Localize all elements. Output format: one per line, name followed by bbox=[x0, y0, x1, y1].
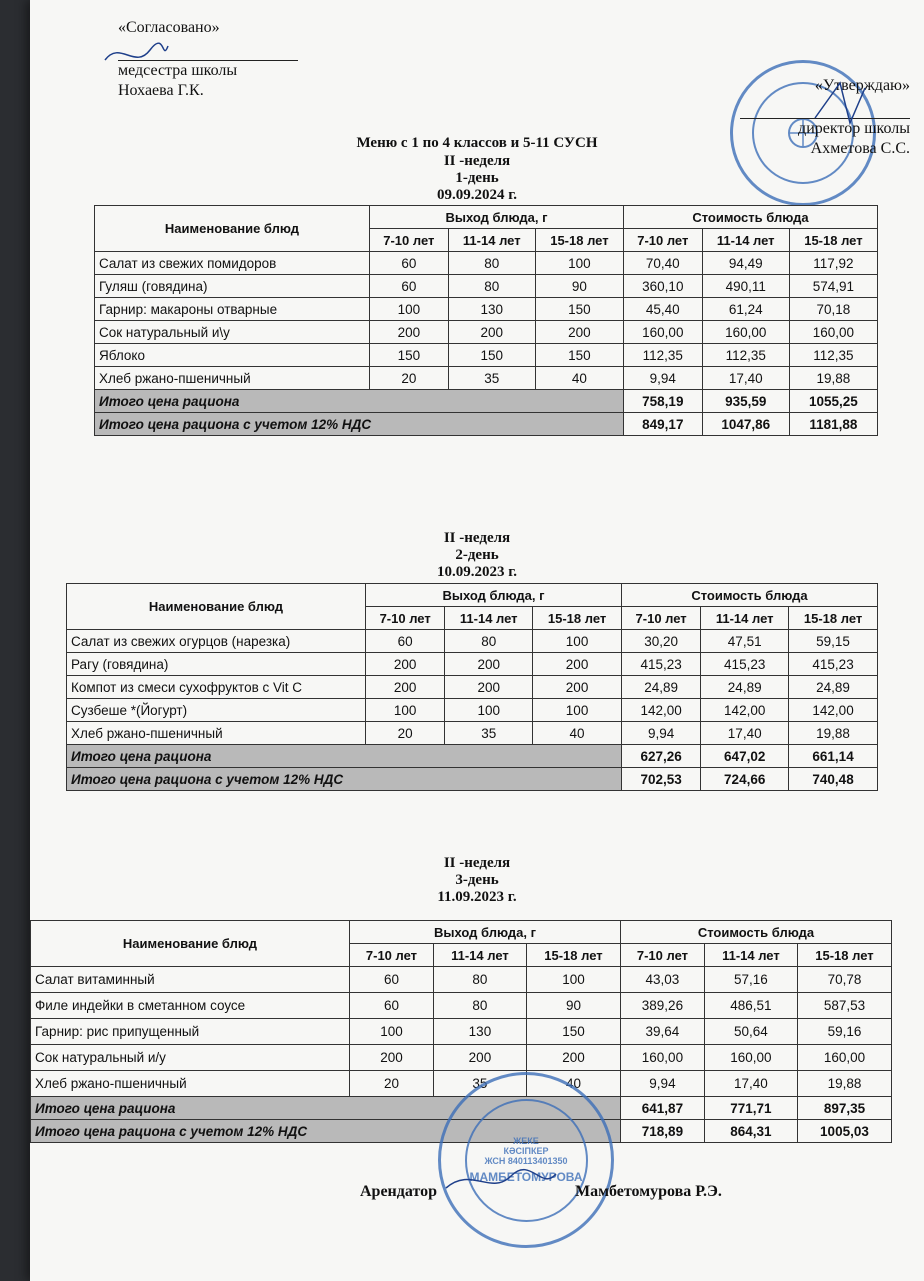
cost-1: 160,00 bbox=[623, 321, 702, 344]
col-age1: 7-10 лет bbox=[366, 607, 445, 630]
col-cost-age3: 15-18 лет bbox=[797, 944, 891, 967]
cost-3: 70,18 bbox=[789, 298, 877, 321]
yield-2: 35 bbox=[433, 1071, 526, 1097]
total-label: Итого цена рациона bbox=[31, 1097, 621, 1120]
col-age2: 11-14 лет bbox=[445, 607, 533, 630]
day3-date: 11.09.2023 г. bbox=[437, 889, 517, 905]
col-cost-header: Стоимость блюда bbox=[620, 921, 891, 944]
table-row bbox=[31, 1019, 892, 1045]
medsister-signature-icon bbox=[100, 40, 170, 70]
dish-name: Компот из смеси сухофруктов с Vit C bbox=[67, 676, 366, 699]
table-row bbox=[67, 630, 878, 653]
col-age3: 15-18 лет bbox=[533, 607, 622, 630]
yield-1: 20 bbox=[366, 722, 445, 745]
col-name-header: Наименование блюд bbox=[95, 206, 370, 252]
agreed-name: Нохаева Г.К. bbox=[118, 82, 204, 99]
cost-3: 574,91 bbox=[789, 275, 877, 298]
approve-name: Ахметова С.С. bbox=[810, 140, 910, 157]
yield-2: 130 bbox=[433, 1019, 526, 1045]
signature-space bbox=[441, 1166, 571, 1201]
col-cost-age1: 7-10 лет bbox=[620, 944, 704, 967]
dish-name: Гуляш (говядина) bbox=[95, 275, 370, 298]
cost-2: 94,49 bbox=[702, 252, 789, 275]
vat-label: Итого цена рациона с учетом 12% НДС bbox=[31, 1120, 621, 1143]
dish-name: Хлеб ржано-пшеничный bbox=[31, 1071, 350, 1097]
seller-stamp-line2: КӘСІПКЕР bbox=[503, 1146, 549, 1156]
table-row bbox=[95, 344, 878, 367]
yield-3: 100 bbox=[533, 699, 622, 722]
col-age3: 15-18 лет bbox=[526, 944, 620, 967]
col-cost-age2: 11-14 лет bbox=[702, 229, 789, 252]
col-age1: 7-10 лет bbox=[370, 229, 449, 252]
total-cost-1: 758,19 bbox=[623, 390, 702, 413]
yield-1: 20 bbox=[370, 367, 449, 390]
seller-stamp-inner bbox=[465, 1099, 588, 1222]
yield-3: 200 bbox=[535, 321, 623, 344]
approve-label: «Утверждаю» bbox=[814, 77, 910, 94]
cost-3: 160,00 bbox=[789, 321, 877, 344]
yield-3: 200 bbox=[533, 653, 622, 676]
cost-2: 17,40 bbox=[704, 1071, 797, 1097]
cost-3: 59,15 bbox=[789, 630, 878, 653]
dish-name: Сузбеше *(Йогурт) bbox=[67, 699, 366, 722]
col-name-header: Наименование блюд bbox=[31, 921, 350, 967]
dish-name: Сок натуральный и/у bbox=[31, 1045, 350, 1071]
day1-date: 09.09.2024 г. bbox=[436, 187, 518, 203]
table-row bbox=[67, 722, 878, 745]
table-row bbox=[95, 367, 878, 390]
day1-week: II -неделя bbox=[443, 153, 511, 169]
cost-1: 24,89 bbox=[621, 676, 700, 699]
director-signature-icon bbox=[810, 78, 870, 128]
yield-3: 100 bbox=[535, 252, 623, 275]
vat-row bbox=[95, 413, 878, 436]
dish-name: Рагу (говядина) bbox=[67, 653, 366, 676]
col-cost-age2: 11-14 лет bbox=[704, 944, 797, 967]
table-row bbox=[31, 1045, 892, 1071]
yield-1: 100 bbox=[350, 1019, 434, 1045]
signature-icon bbox=[441, 1166, 561, 1196]
table-row bbox=[67, 653, 878, 676]
col-cost-age1: 7-10 лет bbox=[621, 607, 700, 630]
vat-cost-1: 849,17 bbox=[623, 413, 702, 436]
total-row bbox=[95, 390, 878, 413]
table-row bbox=[95, 321, 878, 344]
dish-name: Яблоко bbox=[95, 344, 370, 367]
day2-table bbox=[66, 583, 878, 791]
vat-cost-2: 724,66 bbox=[701, 768, 789, 791]
vat-cost-3: 1005,03 bbox=[797, 1120, 891, 1143]
dish-name: Салат из свежих огурцов (нарезка) bbox=[67, 630, 366, 653]
day2-day: 2-день bbox=[455, 547, 499, 563]
col-yield-header: Выход блюда, г bbox=[370, 206, 624, 229]
yield-3: 150 bbox=[535, 298, 623, 321]
total-cost-2: 935,59 bbox=[702, 390, 789, 413]
table-row bbox=[95, 252, 878, 275]
cost-1: 45,40 bbox=[623, 298, 702, 321]
cost-3: 142,00 bbox=[789, 699, 878, 722]
yield-1: 200 bbox=[366, 653, 445, 676]
yield-3: 100 bbox=[533, 630, 622, 653]
agreed-label: «Согласовано» bbox=[118, 19, 220, 36]
cost-3: 70,78 bbox=[797, 967, 891, 993]
col-yield-header: Выход блюда, г bbox=[366, 584, 622, 607]
col-cost-header: Стоимость блюда bbox=[621, 584, 877, 607]
total-label: Итого цена рациона bbox=[67, 745, 622, 768]
yield-1: 60 bbox=[370, 252, 449, 275]
cost-2: 486,51 bbox=[704, 993, 797, 1019]
cost-1: 39,64 bbox=[620, 1019, 704, 1045]
yield-2: 35 bbox=[448, 367, 535, 390]
footer-name: Мамбетомурова Р.Э. bbox=[575, 1183, 722, 1200]
col-name-header: Наименование блюд bbox=[67, 584, 366, 630]
yield-1: 60 bbox=[350, 993, 434, 1019]
table-row bbox=[31, 993, 892, 1019]
cost-2: 61,24 bbox=[702, 298, 789, 321]
yield-2: 150 bbox=[448, 344, 535, 367]
yield-1: 60 bbox=[350, 967, 434, 993]
cost-3: 112,35 bbox=[789, 344, 877, 367]
yield-2: 200 bbox=[448, 321, 535, 344]
cost-2: 415,23 bbox=[701, 653, 789, 676]
col-age3: 15-18 лет bbox=[535, 229, 623, 252]
cost-2: 490,11 bbox=[702, 275, 789, 298]
yield-2: 100 bbox=[445, 699, 533, 722]
cost-1: 70,40 bbox=[623, 252, 702, 275]
yield-3: 150 bbox=[535, 344, 623, 367]
yield-3: 200 bbox=[533, 676, 622, 699]
col-age2: 11-14 лет bbox=[448, 229, 535, 252]
yield-2: 80 bbox=[448, 252, 535, 275]
vat-label: Итого цена рациона с учетом 12% НДС bbox=[95, 413, 624, 436]
cost-1: 43,03 bbox=[620, 967, 704, 993]
cost-3: 415,23 bbox=[789, 653, 878, 676]
cost-1: 112,35 bbox=[623, 344, 702, 367]
cost-1: 160,00 bbox=[620, 1045, 704, 1071]
footer-role: Арендатор bbox=[360, 1183, 437, 1200]
col-cost-age3: 15-18 лет bbox=[789, 607, 878, 630]
day1-day: 1-день bbox=[455, 170, 499, 186]
yield-2: 200 bbox=[445, 676, 533, 699]
yield-1: 100 bbox=[370, 298, 449, 321]
yield-3: 100 bbox=[526, 967, 620, 993]
cost-1: 389,26 bbox=[620, 993, 704, 1019]
total-row bbox=[67, 745, 878, 768]
cost-2: 112,35 bbox=[702, 344, 789, 367]
dish-name: Салат витаминный bbox=[31, 967, 350, 993]
vat-row bbox=[67, 768, 878, 791]
cost-3: 59,16 bbox=[797, 1019, 891, 1045]
yield-3: 90 bbox=[535, 275, 623, 298]
yield-1: 100 bbox=[366, 699, 445, 722]
total-cost-2: 771,71 bbox=[704, 1097, 797, 1120]
yield-1: 60 bbox=[366, 630, 445, 653]
dish-name: Гарнир: рис припущенный bbox=[31, 1019, 350, 1045]
col-age2: 11-14 лет bbox=[433, 944, 526, 967]
agreed-position: медсестра школы bbox=[118, 62, 238, 79]
yield-3: 90 bbox=[526, 993, 620, 1019]
col-cost-header: Стоимость блюда bbox=[623, 206, 877, 229]
col-yield-header: Выход блюда, г bbox=[350, 921, 621, 944]
vat-label: Итого цена рациона с учетом 12% НДС bbox=[67, 768, 622, 791]
cost-3: 24,89 bbox=[789, 676, 878, 699]
table-row bbox=[31, 1071, 892, 1097]
cost-2: 24,89 bbox=[701, 676, 789, 699]
total-cost-1: 627,26 bbox=[621, 745, 700, 768]
cost-3: 19,88 bbox=[789, 722, 878, 745]
col-age1: 7-10 лет bbox=[350, 944, 434, 967]
dish-name: Хлеб ржано-пшеничный bbox=[95, 367, 370, 390]
yield-2: 80 bbox=[433, 967, 526, 993]
approve-position: директор школы bbox=[798, 120, 910, 137]
day2-date: 10.09.2023 г. bbox=[436, 564, 518, 580]
vat-cost-2: 864,31 bbox=[704, 1120, 797, 1143]
yield-3: 150 bbox=[526, 1019, 620, 1045]
cost-2: 17,40 bbox=[702, 367, 789, 390]
day2-week: II -неделя bbox=[443, 530, 511, 546]
vat-cost-2: 1047,86 bbox=[702, 413, 789, 436]
cost-1: 9,94 bbox=[620, 1071, 704, 1097]
vat-cost-1: 718,89 bbox=[620, 1120, 704, 1143]
cost-2: 50,64 bbox=[704, 1019, 797, 1045]
table-row bbox=[67, 699, 878, 722]
cost-3: 587,53 bbox=[797, 993, 891, 1019]
vat-cost-3: 1181,88 bbox=[789, 413, 877, 436]
yield-3: 200 bbox=[526, 1045, 620, 1071]
cost-3: 19,88 bbox=[797, 1071, 891, 1097]
cost-2: 57,16 bbox=[704, 967, 797, 993]
yield-1: 200 bbox=[366, 676, 445, 699]
yield-2: 200 bbox=[445, 653, 533, 676]
vat-cost-1: 702,53 bbox=[621, 768, 700, 791]
footer-signature bbox=[360, 1166, 722, 1201]
yield-3: 40 bbox=[526, 1071, 620, 1097]
dish-name: Сок натуральный и\у bbox=[95, 321, 370, 344]
seller-stamp-name: МАМБЕТОМУРОВА bbox=[469, 1170, 583, 1184]
cost-3: 19,88 bbox=[789, 367, 877, 390]
dish-name: Салат из свежих помидоров bbox=[95, 252, 370, 275]
cost-2: 142,00 bbox=[701, 699, 789, 722]
day1-table bbox=[94, 205, 878, 436]
cost-2: 160,00 bbox=[702, 321, 789, 344]
total-cost-3: 661,14 bbox=[789, 745, 878, 768]
dish-name: Гарнир: макароны отварные bbox=[95, 298, 370, 321]
cost-1: 415,23 bbox=[621, 653, 700, 676]
table-row bbox=[67, 676, 878, 699]
total-label: Итого цена рациона bbox=[95, 390, 624, 413]
dish-name: Филе индейки в сметанном соусе bbox=[31, 993, 350, 1019]
cost-1: 9,94 bbox=[621, 722, 700, 745]
table-row bbox=[95, 298, 878, 321]
total-cost-1: 641,87 bbox=[620, 1097, 704, 1120]
total-cost-2: 647,02 bbox=[701, 745, 789, 768]
cost-2: 160,00 bbox=[704, 1045, 797, 1071]
seller-stamp bbox=[438, 1072, 614, 1248]
yield-3: 40 bbox=[535, 367, 623, 390]
yield-2: 35 bbox=[445, 722, 533, 745]
menu-title: Меню с 1 по 4 классов и 5-11 СУСН bbox=[356, 135, 598, 151]
seller-stamp-line1: ЖЕКЕ bbox=[513, 1136, 539, 1146]
yield-1: 150 bbox=[370, 344, 449, 367]
total-cost-3: 1055,25 bbox=[789, 390, 877, 413]
vat-cost-3: 740,48 bbox=[789, 768, 878, 791]
cost-1: 142,00 bbox=[621, 699, 700, 722]
cost-1: 9,94 bbox=[623, 367, 702, 390]
document-page bbox=[30, 0, 924, 1281]
cost-3: 160,00 bbox=[797, 1045, 891, 1071]
table-row bbox=[31, 967, 892, 993]
cost-3: 117,92 bbox=[789, 252, 877, 275]
yield-2: 200 bbox=[433, 1045, 526, 1071]
yield-2: 80 bbox=[445, 630, 533, 653]
cost-1: 30,20 bbox=[621, 630, 700, 653]
day3-day: 3-день bbox=[455, 872, 499, 888]
seller-stamp-id: ЖСН 840113401350 bbox=[484, 1156, 568, 1166]
day3-week: II -неделя bbox=[443, 855, 511, 871]
yield-1: 200 bbox=[350, 1045, 434, 1071]
yield-2: 80 bbox=[433, 993, 526, 1019]
total-cost-3: 897,35 bbox=[797, 1097, 891, 1120]
dish-name: Хлеб ржано-пшеничный bbox=[67, 722, 366, 745]
yield-3: 40 bbox=[533, 722, 622, 745]
yield-2: 80 bbox=[448, 275, 535, 298]
col-cost-age1: 7-10 лет bbox=[623, 229, 702, 252]
cost-1: 360,10 bbox=[623, 275, 702, 298]
col-cost-age3: 15-18 лет bbox=[789, 229, 877, 252]
col-cost-age2: 11-14 лет bbox=[701, 607, 789, 630]
yield-1: 20 bbox=[350, 1071, 434, 1097]
cost-2: 47,51 bbox=[701, 630, 789, 653]
yield-1: 200 bbox=[370, 321, 449, 344]
yield-2: 130 bbox=[448, 298, 535, 321]
yield-1: 60 bbox=[370, 275, 449, 298]
table-row bbox=[95, 275, 878, 298]
cost-2: 17,40 bbox=[701, 722, 789, 745]
